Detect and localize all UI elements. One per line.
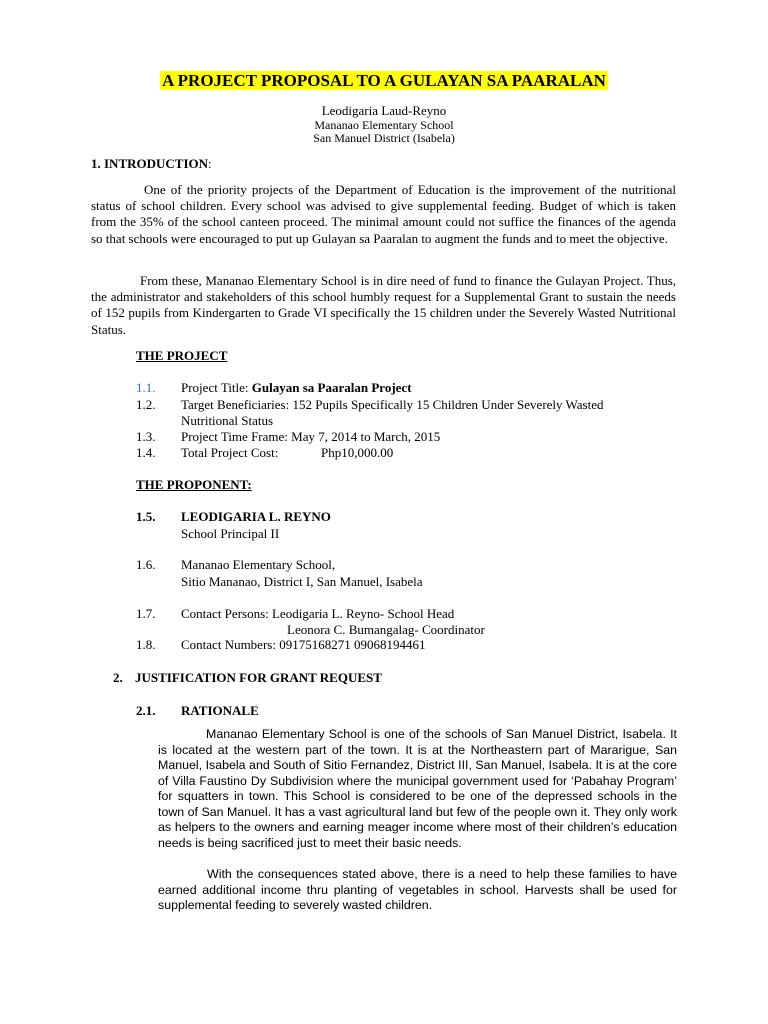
the-proponent-heading: THE PROPONENT:: [136, 477, 252, 492]
author-school: Mananao Elementary School: [314, 118, 454, 132]
rationale-paragraph-1: Mananao Elementary School is one of the schools of San Manuel District, Isabela. It is located at the western part of the town. It is at the Northeastern part of Mararigue, San Manuel, Isabela and South of Sitio Fernandez, District III, San Manuel, Isabela. It is at the core of Villa Faustino Dy Subdivision where the municipal government used for ‘Pabahay Program’ for squatters in town. This School is considered to be one of the depressed schools in the town of San Manuel. It has a vast agricultural land but few of the people own it. They only work as helpers to the owners and earning meager income where most of their children’s education needs is being sacrificed just to meet their basic needs.: [158, 727, 677, 850]
section-introduction-heading: 1. INTRODUCTION:: [91, 156, 212, 171]
rationale-heading: 2.1. RATIONALE: [136, 703, 259, 718]
the-project-heading: THE PROJECT: [136, 348, 228, 363]
author-district: San Manuel District (Isabela): [313, 131, 455, 145]
intro-paragraph-1: One of the priority projects of the Department of Education is the improvement of the nutritional status of school children. Every school was advised to give supplemental feeding. Budget of which is taken from the 35% of the school canteen proceed. The minimal amount could not suffice the finances of the agenda so that schools were encouraged to put up Gulayan sa Paaralan to augment the funds and to meet the objective.: [91, 182, 676, 246]
document-title: A PROJECT PROPOSAL TO A GULAYAN SA PAARALAN: [162, 71, 606, 90]
author-name: Leodigaria Laud-Reyno: [321, 103, 447, 118]
document-page: A PROJECT PROPOSAL TO A GULAYAN SA PAARALAN Leodigaria Laud-Reyno Mananao Elementary School San Manuel District (Isabela) 1. INTRODUCTION: One of the priority projects of the Department of Education is the improvement of the nutritional status of school children. Every school was advised to give supplemental feeding. Budget of which is taken from the 35% of the school canteen proceed. The minimal amount could not suffice the finances of the agenda so that schools were encouraged to put up Gulayan sa Paaralan to augment the funds and to meet the objective. From these, Mananao Elementary School is in dire need of fund to finance the Gulayan Project. Thus, the administrator and stakeholders of this school humbly request for a Supplemental Grant to sustain the needs of 152 pupils from Kindergarten to Grade VI specifically the 15 children under the Severely Wasted Nutritional Status. THE PROJECT 1.1. Project Title: Gulayan sa Paaralan Project 1.2. Target Beneficiaries: 152 Pupils Specifically 15 Children Under Severely Wasted Nutritional Status 1.3. Project Time Frame: May 7, 2014 to March, 2015 1.4. Total Project Cost: Php10,000.00 THE PROPONENT: 1.5. LEODIGARIA L. REYNO School Principal II 1.6. Mananao Elementary School, Sitio Mananao, District I, San Manuel, Isabela 1.7. Contact Persons: Leodigaria L. Reyno- School Head Leonora C. Bumangalag- Coordinator 1.8. Contact Numbers: 09175168271 09068194461 2. JUSTIFICATION FOR GRANT REQUEST 2.1. RATIONALE Mananao Elementary School is one of the schools of San Manuel District, Isabela. It is located at the western part of the town. It is at the Northeastern part of Mararigue, San Manuel, Isabela and South of Sitio Fernandez, District III, San Manuel, Isabela. It is at the core of Villa Faustino Dy Subdivision where the municipal government used for ‘Pabahay Program’ for squatters in town. This School is considered to be one of the depressed schools in the town of San Manuel. It has a vast agricultural land but few of the people own it. They only work as helpers to the owners and earning meager income where most of their children’s education needs is being sacrificed just to meet their basic needs. With the consequences stated above, there is a need to help these families to have earned additional income thru planting of vegetables in school. Harvests shall be used for supplemental feeding to severely wasted children.: [0, 0, 768, 1024]
section-justification-heading: 2. JUSTIFICATION FOR GRANT REQUEST: [113, 670, 382, 685]
intro-paragraph-2: From these, Mananao Elementary School is in dire need of fund to finance the Gulayan Project. Thus, the administrator and stakeholders of this school humbly request for a Supplemental Grant to sustain the needs of 152 pupils from Kindergarten to Grade VI specifically the 15 children under the Severely Wasted Nutritional Status.: [91, 273, 676, 337]
rationale-paragraph-2: With the consequences stated above, there is a need to help these families to have earned additional income thru planting of vegetables in school. Harvests shall be used for supplemental feeding to severely wasted children.: [158, 867, 677, 912]
